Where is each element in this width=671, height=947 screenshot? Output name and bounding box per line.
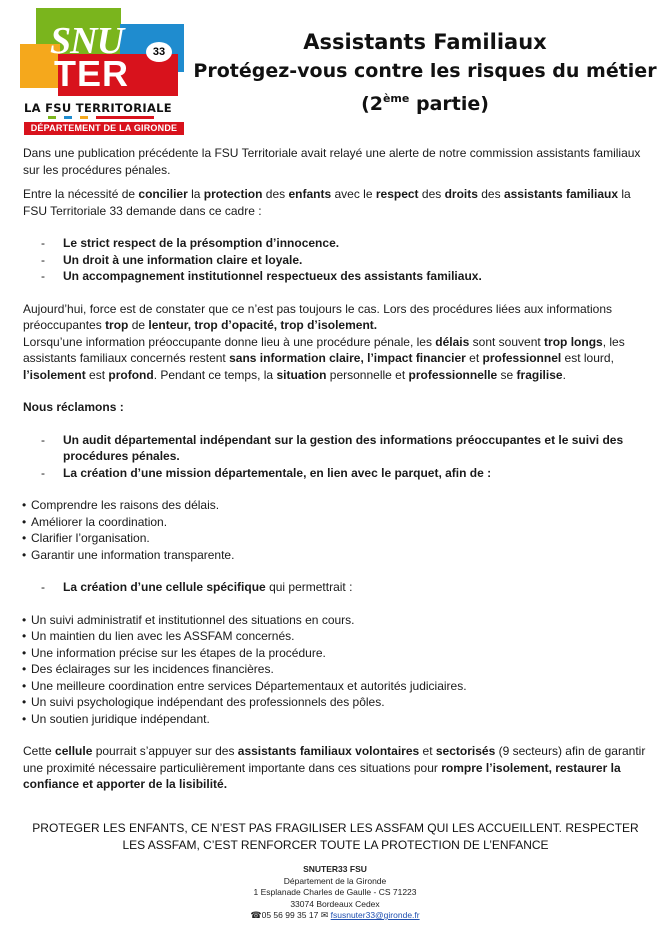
text-run: situation [276, 367, 327, 382]
footer-phone: 05 56 99 35 17 [261, 910, 319, 920]
list-item: • Clarifier l’organisation. [23, 530, 653, 547]
text-run: . [562, 367, 566, 382]
text-run: trop longs [544, 334, 603, 349]
text-run: personnelle et [326, 367, 409, 382]
logo-color-bars [48, 116, 188, 119]
text-run: . Pendant ce temps, la [153, 367, 277, 382]
logo-33-badge: 33 [146, 42, 172, 62]
text-run: Cette [23, 744, 56, 758]
demands-list [23, 235, 653, 285]
envelope-icon: ✉ [320, 910, 329, 920]
text-run: fragilise [516, 367, 563, 382]
situation-paragraph-2 [23, 334, 653, 384]
logo-snu-text: SNU [50, 20, 124, 62]
text-run: avec le [331, 187, 376, 201]
text-run: l’isolement [23, 367, 86, 382]
footer-contact [200, 910, 470, 922]
text-run: professionnel [482, 351, 562, 365]
list-item: • Un maintien du lien avec les ASSFAM concernés. [23, 628, 653, 645]
text-run: Entre la nécessité de [23, 187, 139, 201]
claims-list-cell [23, 579, 653, 596]
text-run: délais [435, 334, 470, 349]
text-run: des [262, 187, 289, 201]
text-run: la FSU Territoriale 33 demande dans ce cadre : [23, 187, 631, 218]
mission-goals-list [23, 497, 653, 563]
closing-statement: PROTEGER LES ENFANTS, CE N’EST PAS FRAGILISER LES ASSFAM QUI LES ACCUEILLENT. RESPECTER LES ASSFAM, C’EST RENFORCER TOUTE LA PROTECTION DE L’ENFANCE [32, 821, 639, 852]
text-run: droits [444, 187, 478, 201]
claims-heading: Nous réclamons : [23, 400, 124, 414]
text-run: est [85, 367, 109, 382]
list-item: - Un droit à une information claire et loyale. [23, 252, 653, 269]
cell-goals-list [23, 612, 653, 728]
text-run: et [419, 744, 436, 758]
text-run: concilier [138, 187, 188, 201]
text-run: protection [203, 187, 263, 201]
text-run: (9 secteurs) afin de garantir une proximité nécessaire particulièrement importante dans ces situations pour [23, 744, 646, 775]
text-run: des [418, 187, 445, 201]
intro-paragraph-2 [23, 186, 653, 219]
text-run: est lourd, [561, 351, 614, 365]
logo-ter-text: TER [54, 53, 129, 94]
intro-paragraph-1: Dans une publication précédente la FSU Territoriale avait relayé une alerte de notre commission assistants familiaux sur les procédures pénales. [23, 146, 641, 177]
footer-city: 33074 Bordeaux Cedex [290, 898, 380, 909]
text-run: rompre l’isolement, restaurer la confiance et apporter de la lisibilité. [23, 760, 621, 791]
conclusion-paragraph [23, 743, 653, 793]
text-run: de [128, 318, 149, 332]
text-run: enfants [288, 187, 332, 201]
document-subtitle: Protégez-vous contre les risques du métier [193, 60, 657, 82]
document-header [190, 28, 660, 118]
footer-address: 1 Esplanade Charles de Gaulle - CS 71223 [253, 887, 417, 897]
snuter33-logo [20, 8, 188, 136]
contact-footer [200, 864, 470, 922]
list-item: • Un soutien juridique indépendant. [23, 711, 653, 728]
text-run: Lorsqu’une information préoccupante donne lieu à une procédure pénale, les [23, 334, 436, 349]
text-run: sans information claire, l’impact financier [229, 351, 466, 365]
document-title: Assistants Familiaux [303, 30, 547, 54]
text-run: lenteur, trop d’opacité, trop d’isolement. [148, 318, 378, 332]
text-run: et [465, 351, 483, 365]
text-run: la [187, 187, 204, 201]
situation-paragraph-1 [23, 301, 653, 334]
list-item: • Une information précise sur les étapes de la procédure. [23, 645, 653, 662]
list-item: • Garantir une information transparente. [23, 547, 653, 564]
text-run: assistants familiaux [503, 187, 618, 201]
list-item: • Un suivi administratif et institutionnel des situations en cours. [23, 612, 653, 629]
text-run: professionnelle [408, 367, 498, 382]
claims-list [23, 432, 653, 482]
list-item: • Un suivi psychologique indépendant des professionnels des pôles. [23, 694, 653, 711]
list-item: • Améliorer la coordination. [23, 514, 653, 531]
text-run: trop [105, 318, 129, 332]
text-run: sont souvent [469, 334, 545, 349]
claim-item: - La création d’une cellule spécifique qui permettrait : [23, 579, 653, 596]
footer-org: SNUTER33 FSU [303, 864, 367, 874]
list-item: • Comprendre les raisons des délais. [23, 497, 653, 514]
list-item: • Une meilleure coordination entre services Départementaux et autorités judiciaires. [23, 678, 653, 695]
text-run: des [477, 187, 504, 201]
list-item: - Le strict respect de la présomption d’innocence. [23, 235, 653, 252]
text-run: sectorisés [435, 744, 496, 758]
phone-icon: ☎ [250, 910, 262, 920]
text-run: pourrait s’appuyer sur des [92, 744, 238, 758]
text-run: assistants familiaux volontaires [237, 744, 420, 758]
text-run: Aujourd’hui, force est de constater que ce n’est pas toujours le cas. Lors des procédures liées aux informations préoccupantes [23, 301, 612, 332]
list-item: - Un accompagnement institutionnel respectueux des assistants familiaux. [23, 268, 653, 285]
text-run: se [497, 367, 517, 382]
claim-item: - La création d’une mission départementale, en lien avec le parquet, afin de : [23, 465, 653, 482]
logo-department-banner: DÉPARTEMENT DE LA GIRONDE [24, 122, 184, 135]
text-run: respect [375, 187, 419, 201]
text-run: profond [108, 367, 154, 382]
document-part: (2ème partie) [361, 92, 489, 115]
text-run: , les assistants familiaux concernés restent [23, 334, 625, 365]
logo-tagline: LA FSU TERRITORIALE [24, 101, 172, 115]
list-item: • Des éclairages sur les incidences financières. [23, 661, 653, 678]
claim-item: - Un audit départemental indépendant sur la gestion des informations préoccupantes et le suivi des procédures pénales. [23, 432, 653, 465]
footer-email-link[interactable]: fsusnuter33@gironde.fr [330, 910, 420, 920]
footer-dept: Département de la Gironde [283, 875, 387, 886]
text-run: cellule [55, 744, 93, 758]
document-body [23, 145, 653, 793]
